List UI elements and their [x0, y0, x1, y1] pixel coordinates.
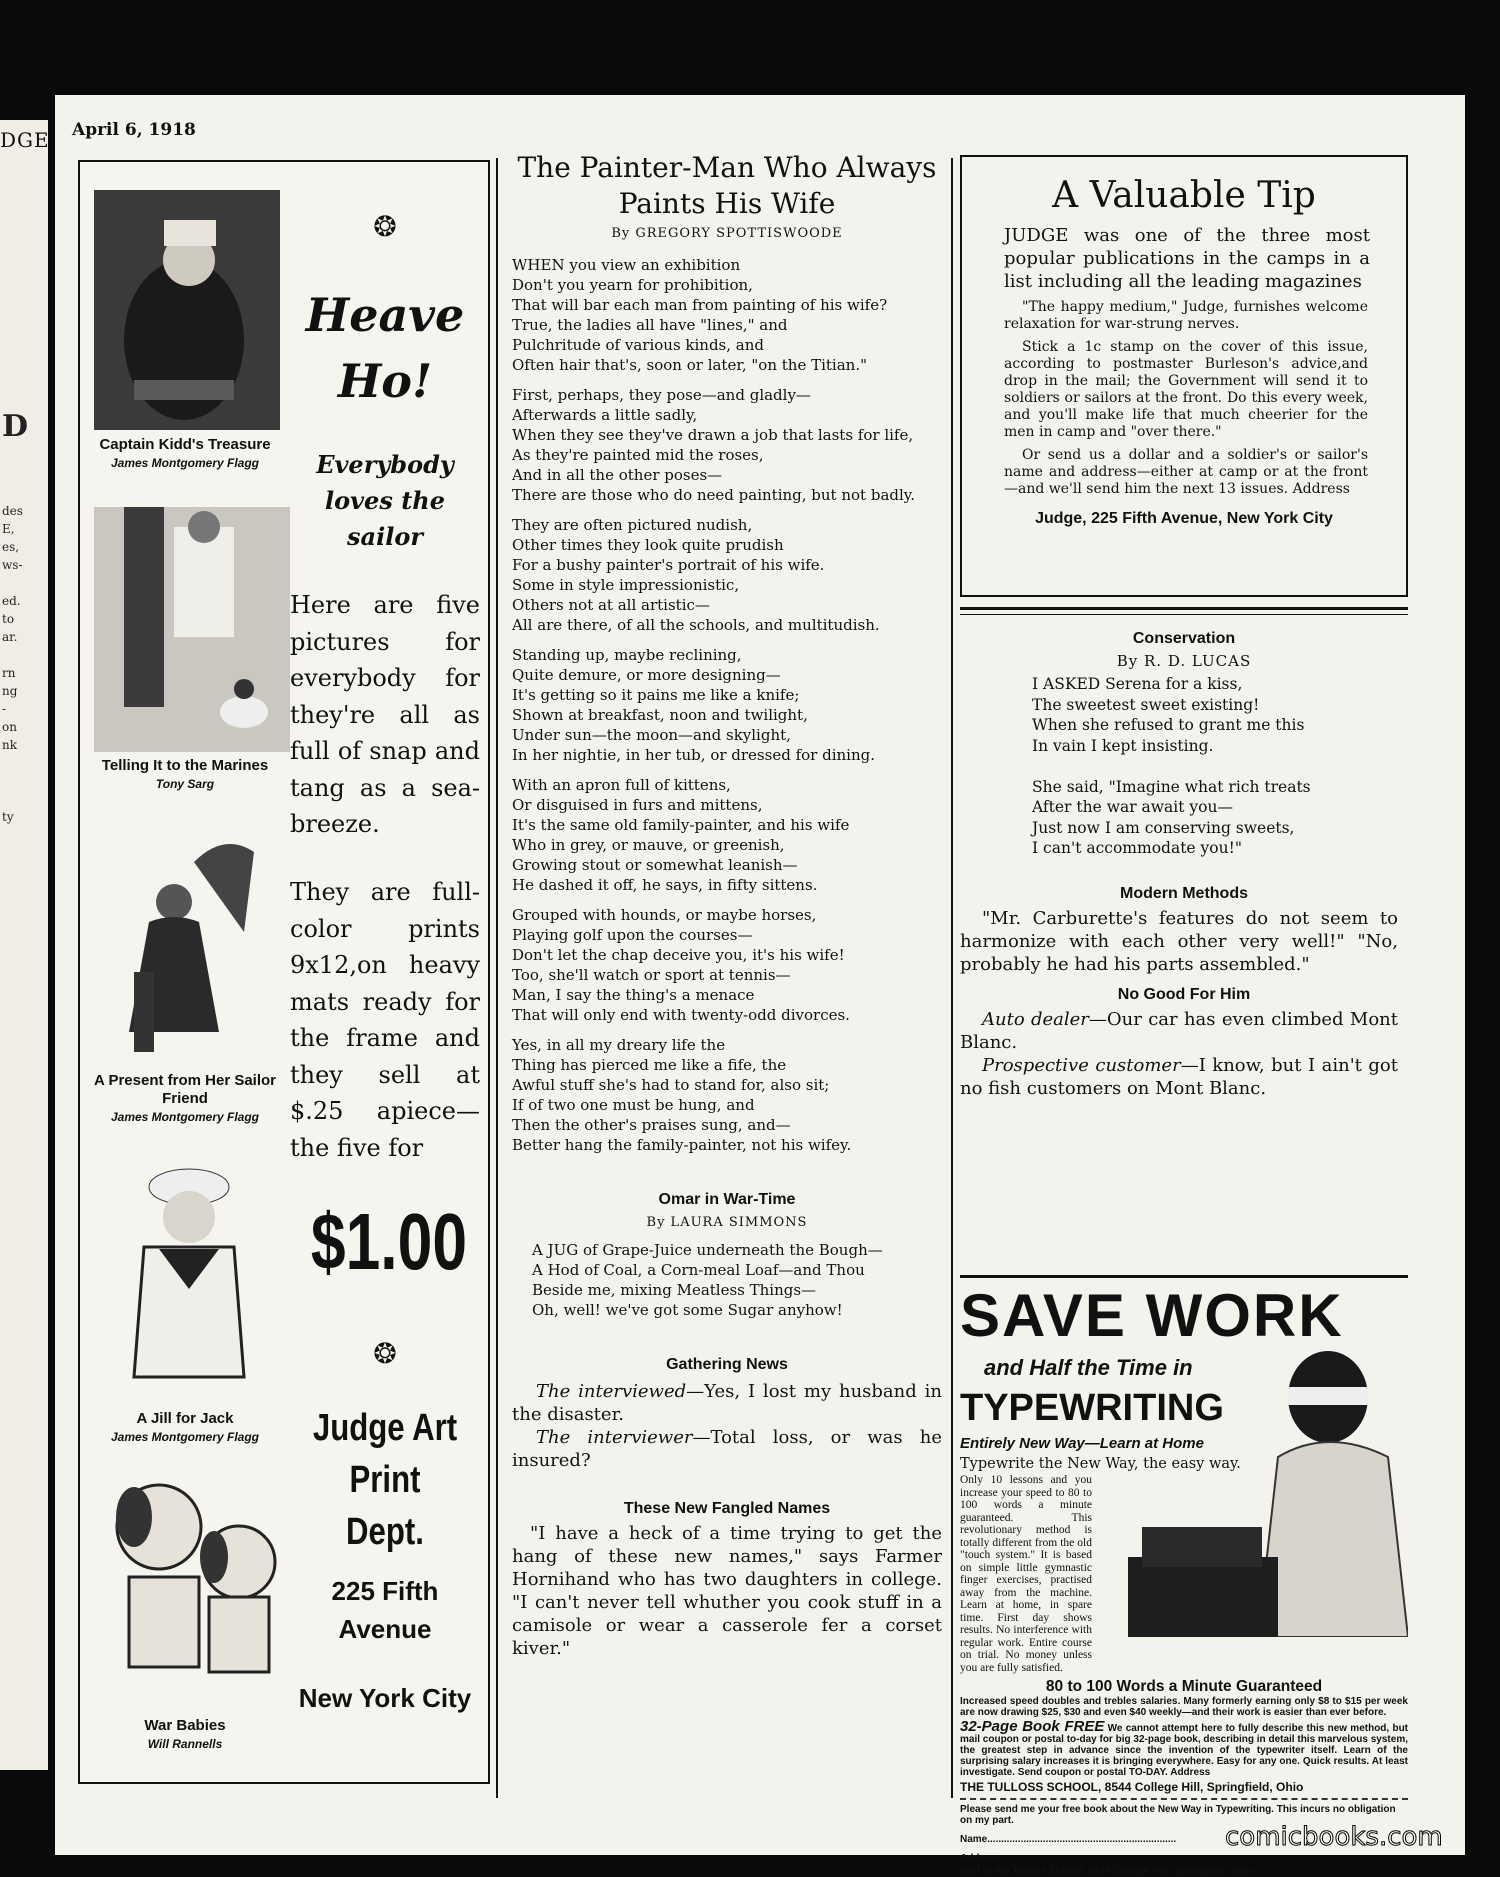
nogood-p2: Prospective customer—I know, but I ain't got no fish customers on Mont Blanc.	[960, 1054, 1398, 1099]
tip-address: Judge, 225 Fifth Avenue, New York City	[1035, 510, 1333, 527]
typing-school: THE TULLOSS SCHOOL, 8544 College Hill, Springfield, Ohio	[960, 1780, 1304, 1794]
typewriting-ad	[960, 1283, 1408, 1877]
strip-line: to	[2, 612, 15, 626]
typing-coupon: Please send me your free book about the New Way in Typewriting. This incurs no obligation on my part.	[960, 1798, 1408, 1826]
ad-address-2: New York City	[298, 1683, 472, 1713]
omar-byline: By LAURA SIMMONS	[646, 1215, 808, 1230]
strip-letter: D	[2, 409, 29, 444]
painter-title: The Painter-Man Who Always Paints His Wife	[517, 151, 937, 220]
strip-line: rn	[2, 666, 16, 680]
column-rule-2	[951, 158, 953, 1798]
painter-stanza: First, perhaps, they pose—and gladly— Afterwards a little sadly, When they see they've drawn a job that lasts for life, As they're painted mid the roses, And in all the other poses— There are those who do need painting, but not badly.	[512, 386, 916, 504]
ad-subhead: Everybody loves the sailor	[316, 450, 454, 551]
watermark: comicbooks.com	[1225, 1822, 1443, 1852]
painter-stanza: Grouped with hounds, or maybe horses, Playing golf upon the courses— Don't let the chap deceive you, it's his wife! Too, she'll watch or sport at tennis— Man, I say the thing's a menace That will only end with twenty-odd divorces.	[512, 906, 850, 1024]
coupon-mail-to: Mail to the Tulloss School, 8544 College Hill, Springfield, Ohio	[960, 1866, 1254, 1877]
strip-line: es,	[2, 540, 20, 554]
emblem-icon-2: ❂	[373, 1337, 397, 1370]
fangled-title: These New Fangled Names	[623, 1500, 831, 1517]
page-date: April 6, 1918	[72, 120, 196, 140]
picture-caption-2: Telling It to the Marines Tony Sarg	[101, 757, 269, 791]
section-rule	[960, 607, 1408, 610]
fangled-text: "I have a heck of a time trying to get the hang of these new names," says Farmer Hornihand who has two daughters in college. "I can't never tell whuther you cook stuff in a camisole or wear a casserole fer a corset kiver."	[512, 1523, 942, 1659]
column-rule-1	[496, 158, 498, 1798]
strip-line: -	[2, 702, 7, 716]
nogood-title: No Good For Him	[1117, 985, 1251, 1003]
art-print-ad	[78, 160, 490, 1784]
section-rule-2	[960, 1275, 1408, 1278]
emblem-icon: ❂	[373, 210, 397, 243]
painter-poem	[512, 255, 942, 1155]
gathering-p2: The interviewer—Total loss, or was he insured?	[512, 1427, 942, 1471]
painter-byline: By GREGORY SPOTTISWOODE	[611, 226, 843, 241]
middle-column	[512, 150, 942, 1660]
picture-caption-4: A Jill for Jack James Montgomery Flagg	[110, 1410, 260, 1444]
typing-h3: TYPEWRITING	[960, 1387, 1224, 1429]
strip-line: ar.	[2, 630, 18, 644]
picture-caption-5: War Babies Will Rannells	[144, 1717, 226, 1751]
tip-p1: JUDGE was one of the three most popular publications in the camps in a list including all the leading magazines	[1004, 225, 1370, 292]
typing-guarantee: 80 to 100 Words a Minute Guaranteed	[1045, 1678, 1323, 1695]
coupon-address-field[interactable]: Address..............................................................	[960, 1853, 1173, 1864]
nogood-p1: Auto dealer—Our car has even climbed Mont Blanc.	[960, 1008, 1399, 1053]
typing-body: Only 10 lessons and you increase your speed to 80 to 100 words a minute guaranteed. This revolutionary method is totally different from the old "touch system." It is based on simple little gymnastic finger exercises, practised away from the machine. Learn at home, in spare time. First day shows results. No interference with regular work. Entire course on trial. No money unless you are fully satisfied.	[960, 1474, 1092, 1674]
adjacent-page-strip	[0, 120, 48, 1770]
valuable-tip-box	[960, 155, 1408, 597]
tip-p4: Or send us a dollar and a soldier's or sailor's name and address—either at camp or at the front—and we'll send him the next 13 issues. Address	[1004, 447, 1368, 497]
painter-stanza: WHEN you view an exhibition Don't you yearn for prohibition, That will bar each man from painting of his wife? True, the ladies all have "lines," and Pulchritude of various kinds, and Often hair that's, soon or later, "on the Titian."	[512, 256, 888, 374]
typing-h2: and Half the Time in	[984, 1355, 1193, 1380]
ad-body-2: They are full-color prints 9x12,on heavy mats ready for the frame and they sell at $.25 apiece—the five for	[290, 878, 480, 1162]
strip-line: ng	[2, 684, 18, 698]
strip-line: des	[2, 504, 23, 518]
ad-dept: Judge Art Print Dept.	[312, 1407, 458, 1553]
strip-line: ty	[2, 810, 14, 824]
omar-poem: A JUG of Grape-Juice underneath the Bough— A Hod of Coal, a Corn-meal Loaf—and Thou Beside me, mixing Meatless Things— Oh, well! we've got some Sugar anyhow!	[532, 1241, 883, 1319]
picture-caption-1: Captain Kidd's Treasure James Montgomery Flagg	[99, 436, 271, 470]
painter-stanza: They are often pictured nudish, Other times they look quite prudish For a bushy painter's portrait of his wife. Some in style impressionistic, Others not at all artistic— All are there, of all the schools, and multitudish.	[512, 516, 880, 634]
gathering-p1: The interviewed—Yes, I lost my husband in the disaster.	[512, 1381, 943, 1425]
strip-line: on	[2, 720, 17, 734]
painter-stanza: Standing up, maybe reclining, Quite demure, or more designing— It's getting so it pains me like a knife; Shown at breakfast, noon and twilight, Under sun—the moon—and skylight, In her nightie, in her tub, or dressed for dining.	[512, 646, 875, 764]
strip-line: ws-	[2, 558, 23, 572]
picture-caption-3: A Present from Her Sailor Friend James Montgomery Flagg	[94, 1072, 276, 1124]
captain-kidd-picture	[94, 190, 280, 430]
tip-p3: Stick a 1c stamp on the cover of this issue, according to postmaster Burleson's advice,and drop in the mail; the Government will send it to soldiers or sailors at the front. Do this every week, and you'll make life that much cheerier for the men in camp and "over there."	[1004, 339, 1368, 440]
tip-title: A Valuable Tip	[1052, 175, 1316, 216]
present-sailor-picture	[94, 822, 284, 1072]
section-rule-thin	[960, 614, 1408, 615]
painter-stanza: Yes, in all my dreary life the Thing has pierced me like a fife, the Awful stuff she's had to stand for, also sit; If of two one must be hung, and Then the other's praises sung, and— Better hang the family-painter, not his wifey.	[512, 1036, 852, 1154]
ad-body-1: Here are five pictures for everybody for they're all as full of snap and tang as a sea-breeze.	[290, 591, 480, 838]
war-babies-picture	[94, 1467, 290, 1677]
strip-line: E,	[2, 522, 15, 536]
conservation-byline: By R. D. LUCAS	[1116, 652, 1252, 670]
typing-book: 32-Page Book FREE We cannot attempt here to fully describe this new method, but mail coupon or postal to-day for big 32-page book, describing in detail this marvelous system, the greatest step in advance since the invention of the typewriter itself. Learn of the surprising salary increases it is bringing everywhere. Easy for any one. Quick results. At least investigate. Send coupon or postal TO-DAY. Address	[960, 1718, 1409, 1778]
coupon-name-field[interactable]: Name....................................................................	[960, 1834, 1177, 1845]
gathering-title: Gathering News	[666, 1356, 788, 1373]
painter-stanza: With an apron full of kittens, Or disguised in furs and mittens, It's the same old family-painter, and his wife Who in grey, or mauve, or greenish, Growing stout or somewhat leanish— He dashed it off, he says, in fifty sittens.	[512, 776, 850, 894]
conservation-title: Conservation	[1132, 630, 1236, 647]
adjacent-page-header: DGE	[0, 128, 50, 152]
conservation-poem: I ASKED Serena for a kiss, The sweetest sweet existing! When she refused to grant me this In vain I kept insisting. She said, "Imagine what rich treats After the war await you— Just now I am conserving sweets, I can't accommodate you!"	[1032, 675, 1311, 857]
typing-h1: SAVE WORK	[960, 1282, 1344, 1349]
ad-price: $1.00	[310, 1197, 468, 1286]
modern-text: "Mr. Carburette's features do not seem to harmonize with each other very well!" "No, probably he had his parts assembled."	[960, 907, 1398, 975]
omar-title: Omar in War-Time	[658, 1191, 796, 1208]
typing-lead: Typewrite the New Way, the easy way.	[960, 1456, 1241, 1472]
typing-h4: Entirely New Way—Learn at Home	[960, 1435, 1204, 1452]
typing-earn: Increased speed doubles and trebles salaries. Many formerly earning only $8 to $15 per week are now drawing $25, $30 and even $40 weekly—and their work is easier than ever before.	[960, 1696, 1408, 1718]
ad-address-1: 225 Fifth Avenue	[331, 1576, 439, 1644]
strip-line: nk	[2, 738, 17, 752]
telling-marines-picture	[94, 507, 290, 752]
ad-headline: Heave Ho!	[305, 288, 465, 408]
typist-illustration	[1128, 1347, 1408, 1637]
strip-line: ed.	[2, 594, 21, 608]
tip-p2: "The happy medium," Judge, furnishes welcome relaxation for war-strung nerves.	[1004, 299, 1368, 332]
modern-title: Modern Methods	[1120, 884, 1248, 902]
jill-for-jack-picture	[94, 1157, 284, 1392]
